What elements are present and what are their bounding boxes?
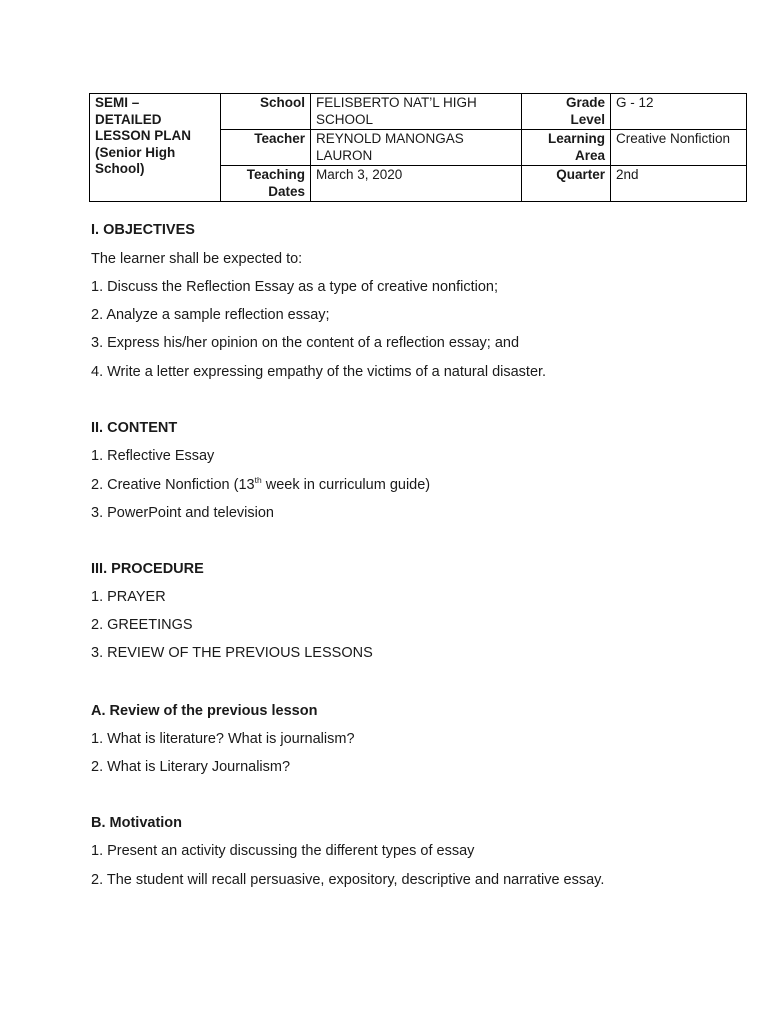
content-heading: II. CONTENT	[91, 420, 178, 436]
grade-level-value: G - 12	[611, 94, 747, 130]
objective-item: 2. Analyze a sample reflection essay;	[91, 307, 330, 323]
content-item: 2. Creative Nonfiction (13th week in curriculum guide)	[91, 475, 431, 493]
review-item: 2. What is Literary Journalism?	[91, 759, 291, 775]
review-heading: A. Review of the previous lesson	[91, 703, 318, 719]
school-label: School	[221, 94, 311, 130]
procedure-heading: III. PROCEDURE	[91, 561, 204, 577]
objective-item: 1. Discuss the Reflection Essay as a type of creative nonfiction;	[91, 279, 499, 295]
procedure-item: 1. PRAYER	[91, 589, 166, 605]
objective-item: 4. Write a letter expressing empathy of the victims of a natural disaster.	[91, 364, 547, 380]
quarter-label: Quarter	[522, 166, 611, 202]
teaching-dates-label: Teaching Dates	[221, 166, 311, 202]
motivation-item: 2. The student will recall persuasive, expository, descriptive and narrative essay.	[91, 872, 605, 888]
teacher-label: Teacher	[221, 130, 311, 166]
objectives-heading: I. OBJECTIVES	[91, 222, 195, 238]
objective-item: 3. Express his/her opinion on the content of a reflection essay; and	[91, 335, 520, 351]
objectives-intro: The learner shall be expected to:	[91, 251, 303, 267]
ordinal-superscript: th	[254, 475, 262, 485]
procedure-item: 3. REVIEW OF THE PREVIOUS LESSONS	[91, 645, 373, 661]
content-item: 1. Reflective Essay	[91, 448, 215, 464]
teaching-dates-value: March 3, 2020	[311, 166, 522, 202]
procedure-item: 2. GREETINGS	[91, 617, 193, 633]
quarter-value: 2nd	[611, 166, 747, 202]
lesson-plan-title: SEMI – DETAILED LESSON PLAN (Senior High School)	[90, 94, 221, 202]
motivation-heading: B. Motivation	[91, 815, 183, 831]
grade-level-label: Grade Level	[522, 94, 611, 130]
lesson-plan-header-table	[89, 93, 747, 202]
content-item: 3. PowerPoint and television	[91, 505, 274, 521]
review-item: 1. What is literature? What is journalism?	[91, 731, 355, 747]
teacher-value: REYNOLD MANONGAS LAURON	[311, 130, 522, 166]
motivation-item: 1. Present an activity discussing the different types of essay	[91, 843, 475, 859]
school-value: FELISBERTO NAT’L HIGH SCHOOL	[311, 94, 522, 130]
learning-area-value: Creative Nonfiction	[611, 130, 747, 166]
learning-area-label: Learning Area	[522, 130, 611, 166]
